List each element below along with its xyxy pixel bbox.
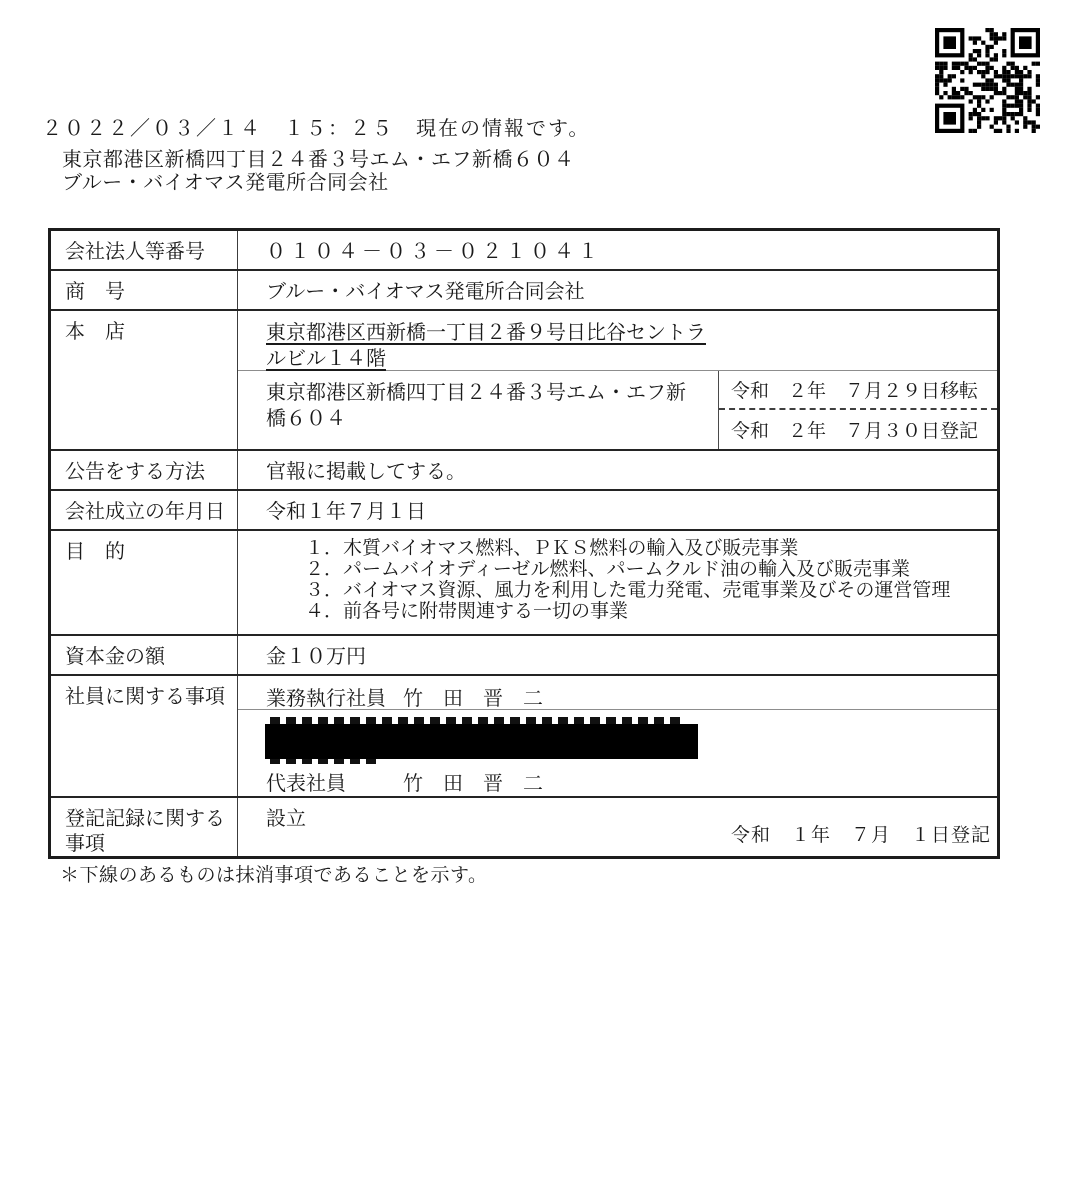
label-public-notice: 公告をする方法 xyxy=(51,451,238,489)
representative-name: 竹 田 晋 二 xyxy=(403,771,543,795)
label-incorporation-date: 会社成立の年月日 xyxy=(51,491,238,529)
row-purpose xyxy=(51,529,997,634)
value-incorporation-date: 令和１年７月１日 xyxy=(266,499,426,523)
former-address-struck: 東京都港区西新橋一丁目２番９号日比谷セントラルビル１４階 xyxy=(266,320,706,370)
current-address-text: 東京都港区新橋四丁目２４番３号エム・エフ新橋６０４ xyxy=(266,380,686,430)
row-trade-name xyxy=(51,269,997,309)
registry-record-date: 令和 １年 ７月 １日登記 xyxy=(730,824,991,846)
label-registry-record: 登記記録に関する事項 xyxy=(51,798,238,856)
row-incorporation-date xyxy=(51,489,997,529)
value-trade-name: ブルー・バイオマス発電所合同会社 xyxy=(266,279,585,303)
value-capital: 金１０万円 xyxy=(266,644,366,668)
redacted-text-fragment-bottom xyxy=(270,759,378,764)
header-address-line: 東京都港区新橋四丁目２４番３号エム・エフ新橋６０４ xyxy=(62,147,575,171)
value-public-notice: 官報に掲載してする。 xyxy=(266,459,466,483)
former-address-cell xyxy=(238,311,997,371)
executive-member-line xyxy=(238,676,997,710)
timestamp-line: ２０２２／０３／１４ １５：２５ 現在の情報です。 xyxy=(42,116,591,140)
executive-name: 竹 田 晋 二 xyxy=(403,686,543,710)
header-company-line: ブルー・バイオマス発電所合同会社 xyxy=(62,170,389,194)
moved-date: 令和 ２年 ７月２９日移転 xyxy=(719,371,997,410)
header-address-block xyxy=(62,148,575,194)
qr-code xyxy=(935,28,1040,133)
registry-record-cell xyxy=(238,798,997,856)
members-cell xyxy=(238,676,997,796)
value-corporate-number: ０１０４－０３－０２１０４１ xyxy=(266,239,602,263)
row-corporate-number xyxy=(51,231,997,269)
current-address-cell xyxy=(238,371,718,449)
representative-member-line xyxy=(238,767,997,796)
purpose-item-4: ４．前各号に附帯関連する一切の事業 xyxy=(305,600,629,622)
purpose-list xyxy=(238,531,958,634)
footer-note: ＊下線のあるものは抹消事項であることを示す。 xyxy=(60,864,488,886)
executive-role: 業務執行社員 xyxy=(266,686,386,710)
move-registered-date: 令和 ２年 ７月３０日登記 xyxy=(731,420,979,442)
purpose-item-2: ２．パームバイオディーゼル燃料、パームクルド油の輸入及び販売事業 xyxy=(305,558,910,580)
row-members xyxy=(51,674,997,796)
row-capital xyxy=(51,634,997,674)
row-public-notice xyxy=(51,449,997,489)
representative-role: 代表社員 xyxy=(266,771,346,795)
purpose-item-3: ３．バイオマス資源、風力を利用した電力発電、売電事業及びその運営管理 xyxy=(305,579,951,601)
label-head-office: 本 店 xyxy=(51,311,238,449)
label-trade-name: 商 号 xyxy=(51,271,238,309)
redaction-box xyxy=(265,724,698,759)
label-purpose: 目 的 xyxy=(51,531,238,634)
head-office-date-cell xyxy=(718,371,997,449)
row-head-office xyxy=(51,309,997,449)
head-office-cell xyxy=(238,311,997,449)
label-corporate-number: 会社法人等番号 xyxy=(51,231,238,269)
representative-member-block xyxy=(238,710,997,796)
registry-table xyxy=(48,228,1000,859)
registry-record-value: 設立 xyxy=(266,806,306,830)
purpose-item-1: １．木質バイオマス燃料、ＰＫＳ燃料の輸入及び販売事業 xyxy=(305,537,799,559)
redacted-text-fragment-top xyxy=(270,717,682,724)
label-capital: 資本金の額 xyxy=(51,636,238,674)
label-members: 社員に関する事項 xyxy=(51,676,238,796)
row-registry-record xyxy=(51,796,997,856)
current-address-row xyxy=(238,371,997,449)
